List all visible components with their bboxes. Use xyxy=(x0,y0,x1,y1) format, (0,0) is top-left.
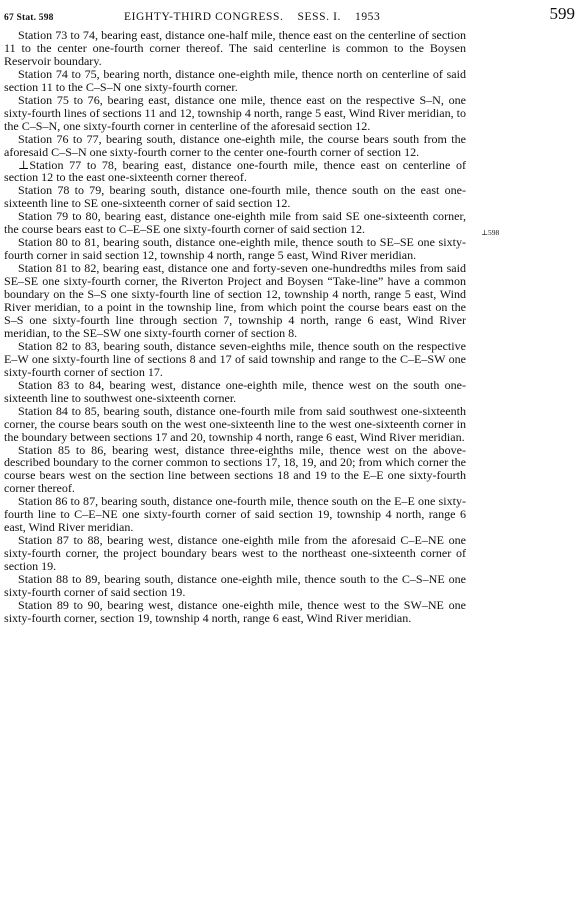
page-number: 599 xyxy=(549,4,575,23)
paragraph: Station 82 to 83, bearing south, distance seven-eighths mile, thence south on the respective E–W one sixty-fourth line of sections 8 and 17 of said township and range to the C–E–SW one sixty-fourth corner of section 17. xyxy=(4,338,466,379)
paragraph: Station 79 to 80, bearing east, distance one-eighth mile from said SE one-sixteenth corner, the course bears east to C–E–SE one sixty-fourth corner of said section 12. xyxy=(4,209,466,237)
paragraph: Station 81 to 82, bearing east, distance one and forty-seven one-hundredths miles from said SE–SE one sixty-fourth corner, the Riverton Project and Boysen “Take-line” have a common boundary on the S–S one sixty-fourth line of section 12, township 4 north, range 5 east, Wind River meridian, to a point in the township line, from which point the course bears east on the S–S one sixty-fourth line through section 7, township 4 north, range 6 east, Wind River meridian, to the SE–SW one sixty-fourth corner of section 8. xyxy=(4,261,466,340)
paragraph: Station 75 to 76, bearing east, distance one mile, thence east on the respective S–N, one sixty-fourth lines of sections 11 and 12, township 4 north, range 5 east, Wind River meridian, to the C–S–N, one sixty-fourth corner in centerline of the aforesaid section 12. xyxy=(4,92,466,133)
paragraph: Station 73 to 74, bearing east, distance one-half mile, thence east on the centerline of section 11 to the center one-fourth corner thereof. The said centerline is common to the Boysen Reservoir boundary. xyxy=(4,28,466,68)
paragraph: Station 78 to 79, bearing south, distance one-fourth mile, thence south on the east one-sixteenth line to SE one-sixteenth corner of said section 12. xyxy=(4,183,466,211)
statute-citation: 67 Stat. 598 xyxy=(4,13,54,23)
paragraph: Station 86 to 87, bearing south, distance one-fourth mile, thence south on the E–E one sixty-fourth line to C–E–NE one sixty-fourth corner of said section 19, township 4 north, range 6 east, Wind River meridian. xyxy=(4,494,466,535)
running-head xyxy=(124,11,380,23)
paragraph: Station 87 to 88, bearing west, distance one-eighth mile from the aforesaid C–E–NE one sixty-fourth corner, the project boundary bears west to the northeast one-sixteenth corner of section 19. xyxy=(4,533,466,574)
paragraph: ⊥Station 77 to 78, bearing east, distance one-fourth mile, thence east on centerline of section 12 to the east one-sixteenth corner thereof. xyxy=(4,157,466,185)
paragraph: Station 76 to 77, bearing south, distance one-eighth mile, the course bears south from the aforesaid C–S–N one sixty-fourth corner to the center one-fourth corner of section 12. xyxy=(4,131,466,159)
paragraph: Station 89 to 90, bearing west, distance one-eighth mile, thence west to the SW–NE one sixty-fourth corner, section 19, township 4 north, range 6 east, Wind River meridian. xyxy=(4,597,466,625)
year-label: 1953 xyxy=(354,11,381,23)
paragraph: Station 83 to 84, bearing west, distance one-eighth mile, thence west on the south one-sixteenth line to southwest one-sixteenth corner. xyxy=(4,377,466,405)
paragraph: Station 85 to 86, bearing west, distance three-eighths mile, thence west on the above-described boundary to the corner common to sections 17, 18, 19, and 20; from which corner the course bears west on the section line between sections 18 and 19 to the E–E one sixty-fourth corner thereof. xyxy=(4,442,466,496)
statute-body xyxy=(4,29,466,625)
session-label: SESS. I. xyxy=(297,11,341,23)
page-header xyxy=(4,2,583,26)
paragraph: Station 88 to 89, bearing south, distance one-eighth mile, thence south to the C–S–NE one sixty-fourth corner of said section 19. xyxy=(4,572,466,599)
congress-title: EIGHTY-THIRD CONGRESS. xyxy=(124,11,284,23)
paragraph: Station 80 to 81, bearing south, distance one-eighth mile, thence south to SE–SE one sixty-fourth corner in said section 12, township 4 north, range 5 east, Wind River meridian. xyxy=(4,235,466,263)
margin-page-reference: ⊥598 xyxy=(481,228,500,237)
paragraph: Station 84 to 85, bearing south, distance one-fourth mile from said southwest one-sixteenth corner, the course bears south on the west one-sixteenth line to the west one-sixteenth corner in the boundary between sections 17 and 20, township 4 north, range 6 east, Wind River meridian. xyxy=(4,403,466,444)
paragraph: Station 74 to 75, bearing north, distance one-eighth mile, thence north on centerline of said section 11 to the C–S–N one sixty-fourth corner. xyxy=(4,66,466,94)
